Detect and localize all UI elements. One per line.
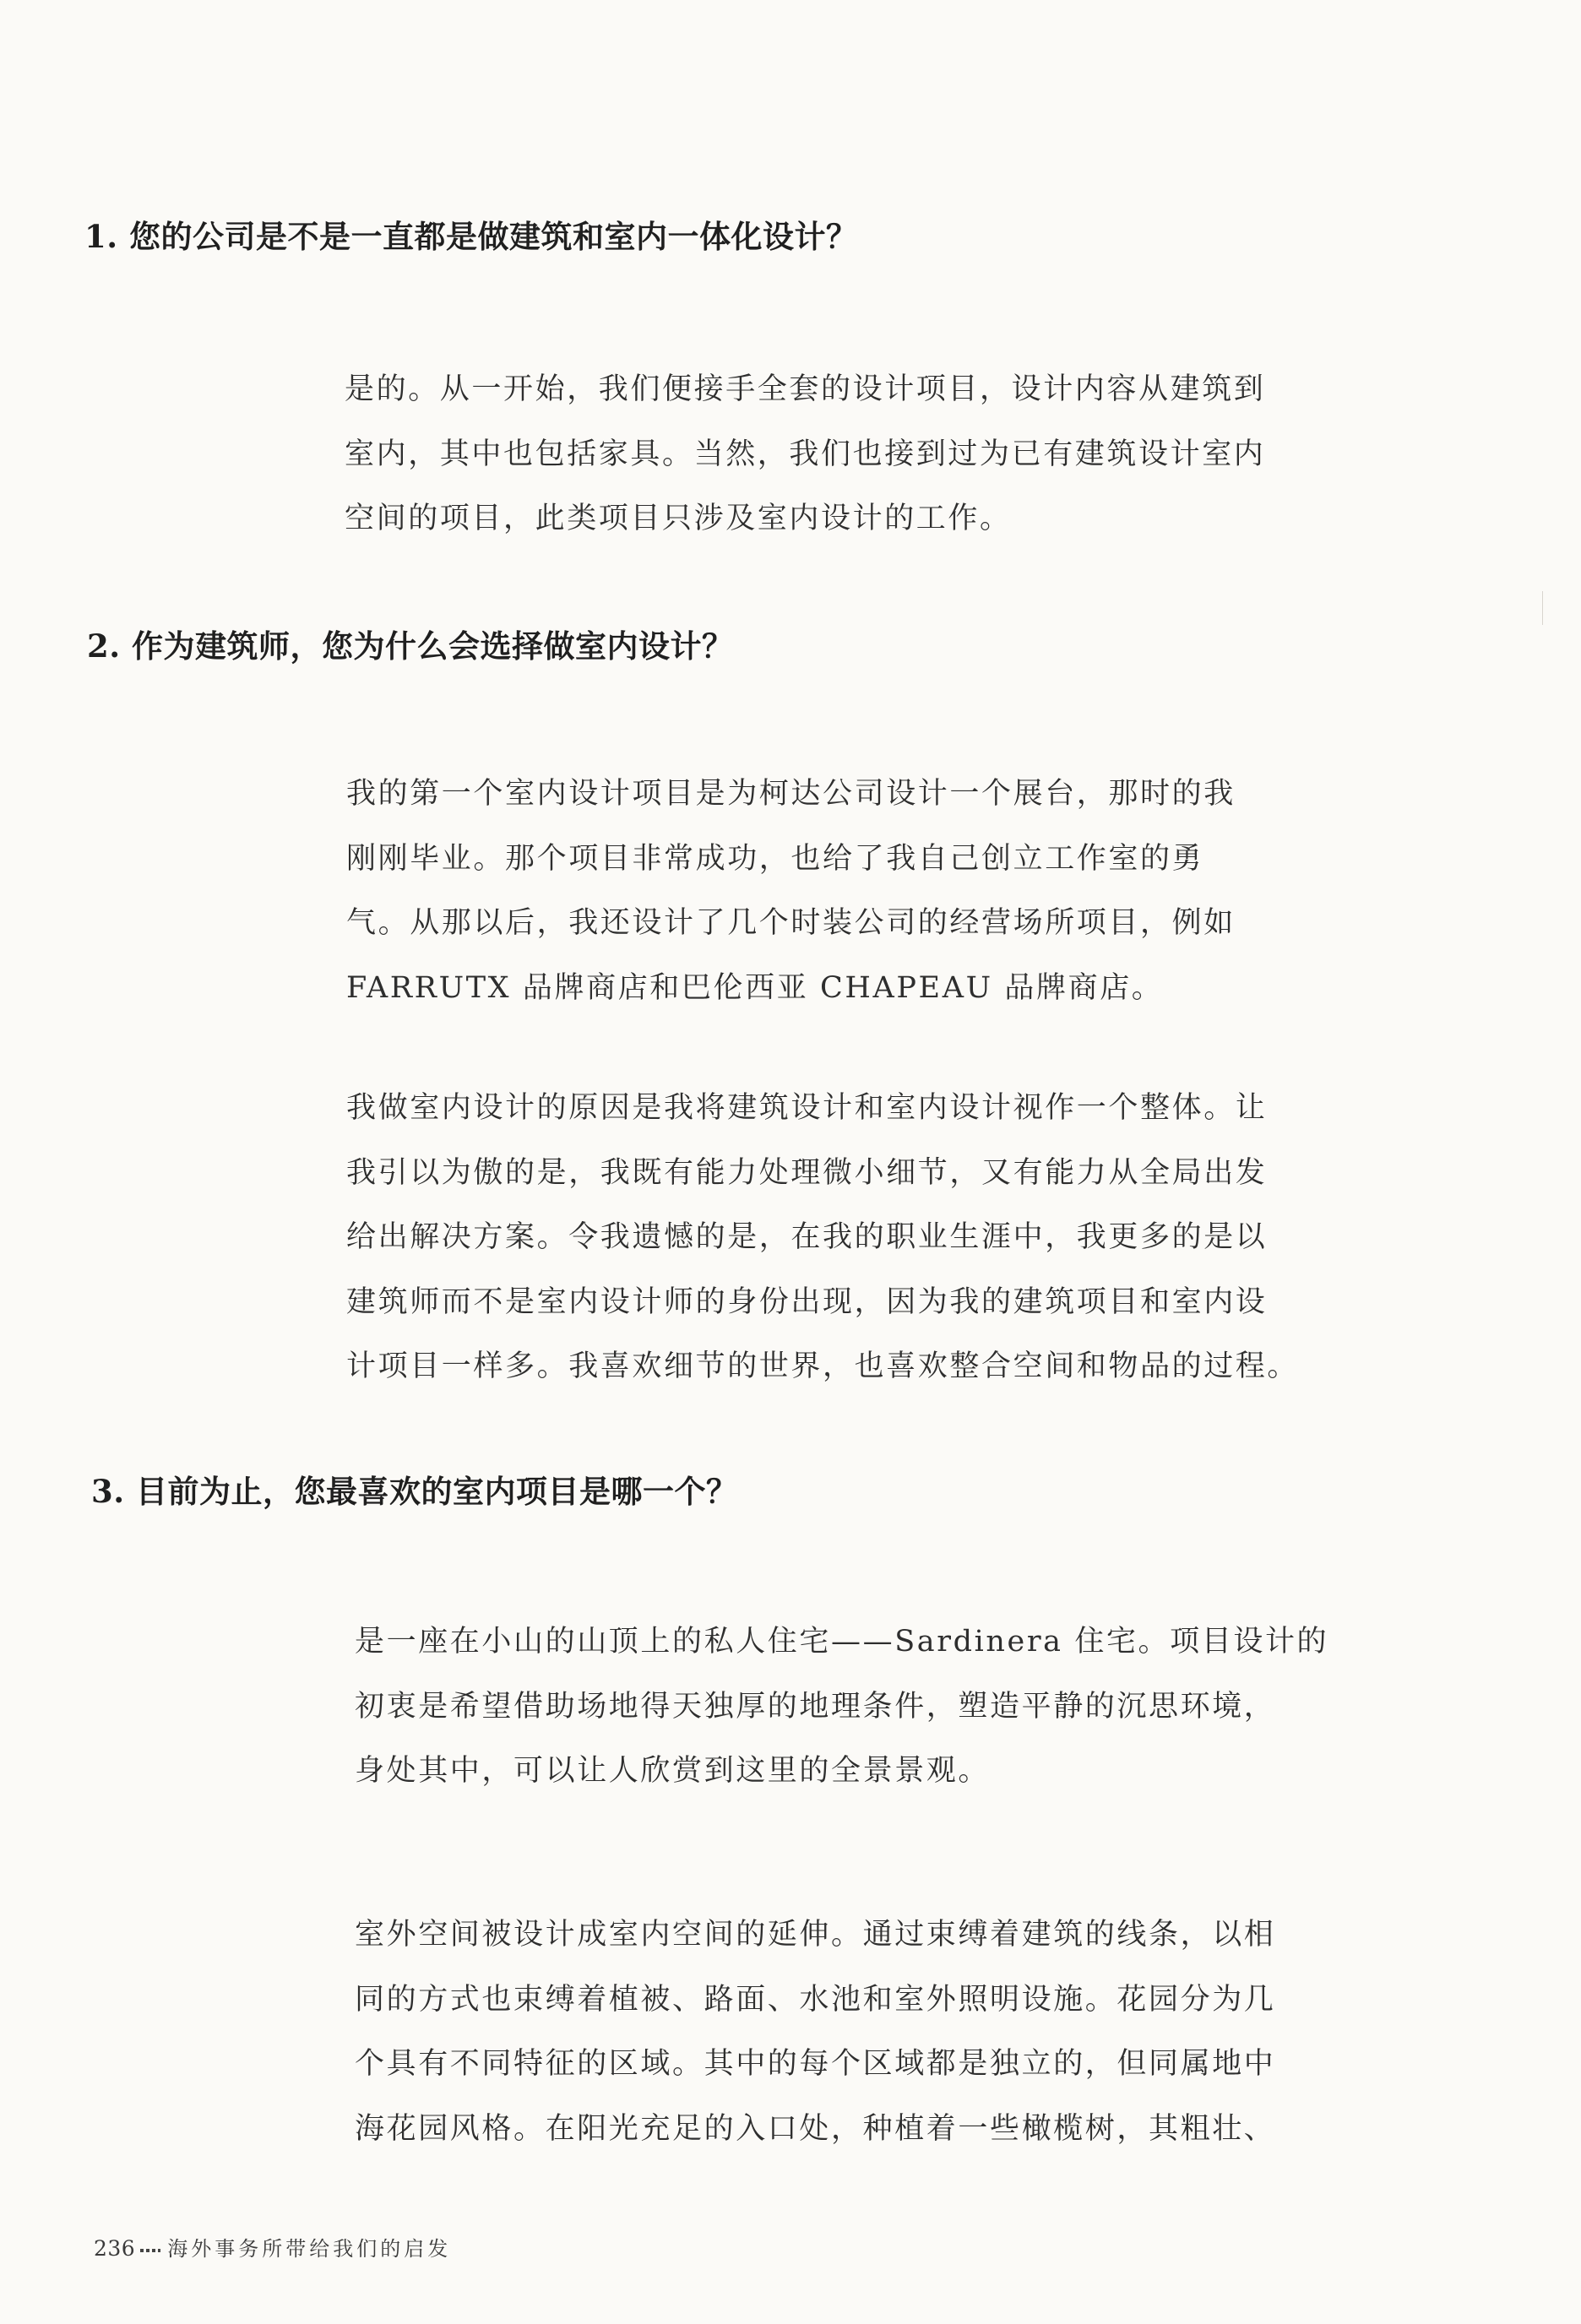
dotted-separator: [140, 2249, 160, 2252]
paragraph-line: 室内，其中也包括家具。当然，我们也接到过为已有建筑设计室内: [345, 437, 1266, 471]
paragraph-line: 是的。从一开始，我们便接手全套的设计项目，设计内容从建筑到: [345, 372, 1266, 406]
page-edge-mark: [1542, 591, 1543, 625]
page-footer: [94, 2238, 451, 2259]
answer-2-paragraph-1: [346, 762, 1284, 1020]
page-number: 236: [94, 2236, 136, 2261]
answer-2-paragraph-2: [346, 1076, 1300, 1399]
paragraph-line: 个具有不同特征的区域。其中的每个区域都是独立的，但同属地中: [355, 2047, 1276, 2081]
paragraph-line: 给出解决方案。令我遗憾的是，在我的职业生涯中，我更多的是以: [346, 1220, 1268, 1254]
running-section-title: 海外事务所带给我们的启发: [167, 2237, 452, 2261]
paragraph-line: 刚刚毕业。那个项目非常成功，也给了我自己创立工作室的勇: [346, 841, 1204, 876]
paragraph-line: 我做室内设计的原因是我将建筑设计和室内设计视作一个整体。让: [346, 1091, 1268, 1125]
paragraph-line: 身处其中，可以让人欣赏到这里的全景景观。: [355, 1754, 991, 1788]
question-3-heading: 3. 目前为止，您最喜欢的室内项目是哪一个？: [91, 1473, 738, 1510]
paragraph-line: FARRUTX 品牌商店和巴伦西亚 CHAPEAU 品牌商店。: [346, 970, 1164, 1005]
question-2-heading: 2. 作为建筑师，您为什么会选择做室内设计？: [87, 627, 734, 665]
paragraph-line: 海花园风格。在阳光充足的入口处，种植着一些橄榄树，其粗壮、: [355, 2111, 1276, 2146]
paragraph-line: 同的方式也束缚着植被、路面、水池和室外照明设施。花园分为几: [355, 1982, 1276, 2017]
paragraph-line: 初衷是希望借助场地得天独厚的地理条件，塑造平静的沉思环境，: [355, 1689, 1276, 1724]
paragraph-line: 我引以为傲的是，我既有能力处理微小细节，又有能力从全局出发: [346, 1155, 1268, 1190]
paragraph-line: 建筑师而不是室内设计师的身份出现，因为我的建筑项目和室内设: [346, 1284, 1268, 1319]
answer-3-paragraph-2: [355, 1903, 1292, 2161]
answer-1-paragraph: [345, 357, 1282, 551]
paragraph-line: 空间的项目，此类项目只涉及室内设计的工作。: [345, 502, 1012, 535]
question-1-heading: 1. 您的公司是不是一直都是做建筑和室内一体化设计？: [84, 218, 858, 255]
paragraph-line: 计项目一样多。我喜欢细节的世界，也喜欢整合空间和物品的过程。: [346, 1349, 1300, 1383]
paragraph-line: 室外空间被设计成室内空间的延伸。通过束缚着建筑的线条，以相: [355, 1918, 1276, 1952]
paragraph-line: 是一座在小山的山顶上的私人住宅——Sardinera 住宅。项目设计的: [355, 1625, 1329, 1659]
paragraph-line: 气。从那以后，我还设计了几个时装公司的经营场所项目，例如: [346, 906, 1236, 940]
answer-3-paragraph-1: [355, 1610, 1329, 1804]
paragraph-line: 我的第一个室内设计项目是为柯达公司设计一个展台，那时的我: [346, 777, 1236, 811]
